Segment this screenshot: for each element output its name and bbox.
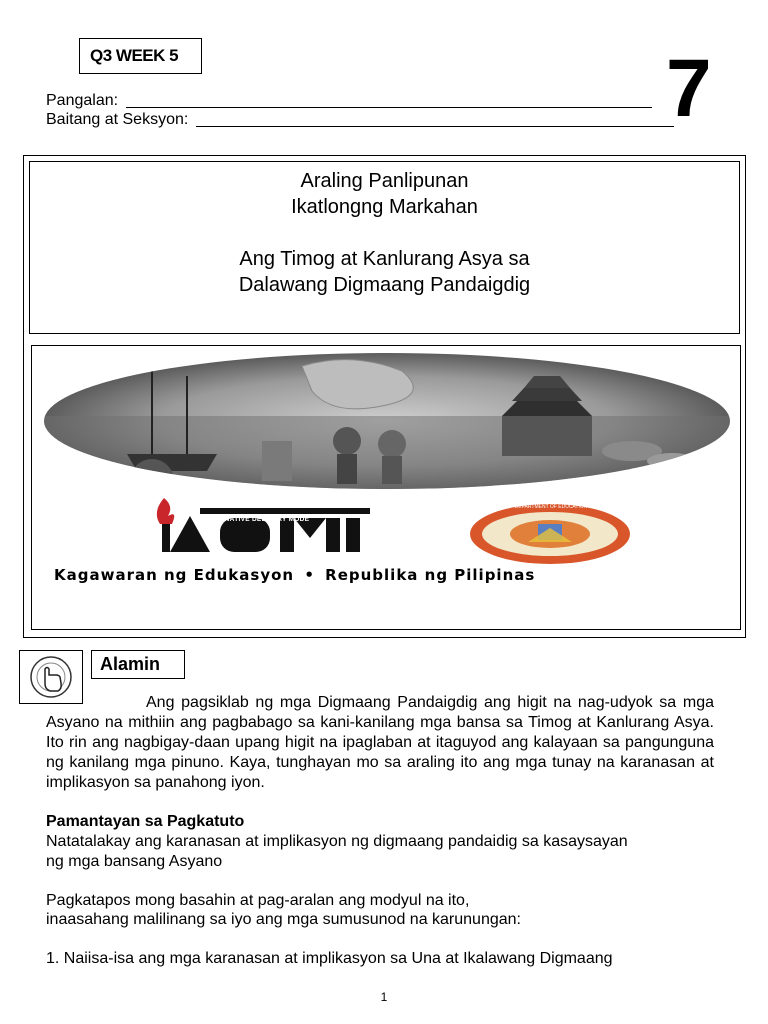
section-field bbox=[46, 111, 674, 129]
cover-image-box bbox=[31, 345, 741, 630]
footer-right: Republika ng Pilipinas bbox=[325, 566, 536, 584]
cover-footer bbox=[54, 566, 535, 584]
name-blank-line bbox=[126, 107, 652, 108]
section-label: Baitang at Seksyon: bbox=[46, 111, 189, 128]
alamin-paragraph-text: Ang pagsiklab ng mga Digmaang Pandaigdig ang higit na nag-udyok sa mga Asyano na mithiin ang pagbabago sa kani-kanilang mga bansa sa Timog at Kanlurang Asya. Ito rin ang nagbigay-daan upang higit na ipaglaban at itaguyod ang kalayaan sa pangunguna ng kanilang mga pinuno. Kaya, tunghayan mo sa araling ito ang mga tunay na karanasan at implikasyon sa panahong iyon. bbox=[46, 694, 714, 791]
deped-seal bbox=[468, 502, 632, 566]
section-blank-line bbox=[196, 126, 674, 127]
week-label: Q3 WEEK 5 bbox=[79, 38, 202, 74]
intro-line2: inaasahang malilinang sa iyo ang mga sumusunod na karunungan: bbox=[46, 911, 521, 928]
adm-tagline: ALTERNATIVE DELIVERY MODE bbox=[202, 516, 310, 523]
grade-number: 7 bbox=[666, 43, 712, 134]
alamin-paragraph bbox=[46, 693, 714, 793]
deped-seal-text: DEPARTMENT OF EDUCATION bbox=[514, 504, 588, 510]
page-number: 1 bbox=[380, 990, 388, 1004]
cover-collage-image bbox=[32, 346, 740, 629]
adm-logo bbox=[150, 496, 380, 561]
adm-logo-image bbox=[150, 496, 380, 556]
subject-title: Araling Panlipunan bbox=[300, 170, 469, 192]
footer-separator: • bbox=[304, 566, 315, 584]
quarter-title: Ikatlongng Markahan bbox=[291, 196, 478, 218]
topic-title-line2: Dalawang Digmaang Pandaigdig bbox=[238, 274, 531, 296]
standard-line2: ng mga bansang Asyano bbox=[46, 853, 223, 870]
name-label: Pangalan: bbox=[46, 92, 119, 109]
alamin-heading: Alamin bbox=[91, 650, 185, 679]
standard-heading: Pamantayan sa Pagkatuto bbox=[46, 813, 245, 830]
standard-line1: Natatalakay ang karanasan at implikasyon ng digmaang pandaidig sa kasaysayan bbox=[46, 833, 628, 850]
title-box bbox=[29, 161, 740, 334]
footer-left: Kagawaran ng Edukasyon bbox=[54, 566, 295, 584]
objective-item-1: 1. Naiisa-isa ang mga karanasan at implikasyon sa Una at Ikalawang Digmaang bbox=[46, 950, 613, 967]
name-field bbox=[46, 92, 652, 110]
topic-title-line1: Ang Timog at Kanlurang Asya sa bbox=[239, 248, 530, 270]
intro-line1: Pagkatapos mong basahin at pag-aralan ang modyul na ito, bbox=[46, 892, 470, 909]
